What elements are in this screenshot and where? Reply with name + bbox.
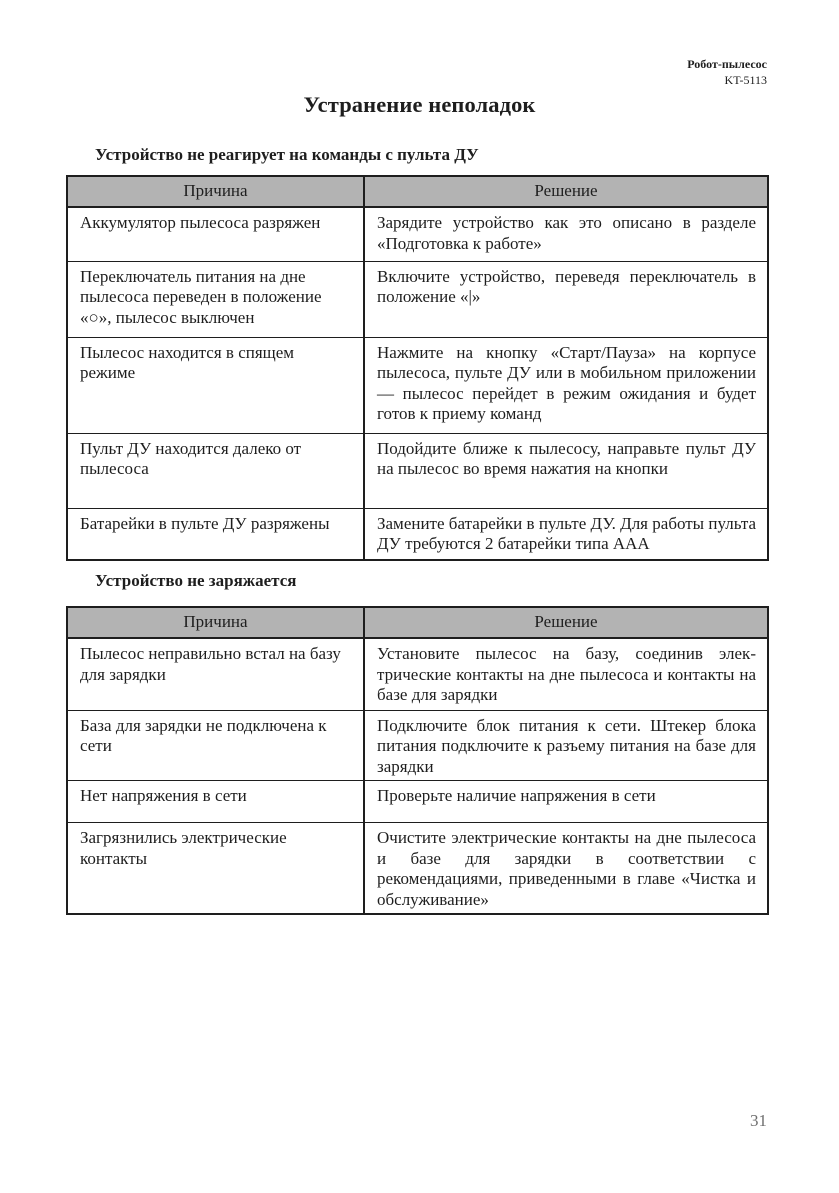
table-row [67, 638, 768, 710]
solution-cell: Подключите блок питания к сети. Штекер блока питания подключите к разъему питания на базе для зарядки [364, 710, 768, 781]
column-header-cause: Причина [67, 176, 364, 207]
cause-cell: Пылесос находится в спящем режиме [67, 337, 364, 433]
model-number: KT-5113 [724, 73, 767, 87]
table-row [67, 207, 768, 261]
section-title-remote: Устройство не реагирует на команды с пульта ДУ [95, 145, 479, 164]
solution-cell: Очистите электрические контакты на дне пылесоса и базе для зарядки в соответствии с рекомендациями, приведенными в главе «Чистка и обслуживание» [364, 823, 768, 915]
solution-cell: Замените батарейки в пульте ДУ. Для работы пульта ДУ требуются 2 батарейки типа AAA [364, 508, 768, 560]
section-title-charging: Устройство не заряжается [95, 571, 297, 590]
solution-cell: Зарядите устройство как это описано в разделе «Подготовка к работе» [364, 207, 768, 261]
page-number: 31 [750, 1111, 767, 1130]
cause-cell: Загрязнились электрические контакты [67, 823, 364, 915]
cause-cell: Нет напряжения в сети [67, 781, 364, 823]
cause-cell: Батарейки в пульте ДУ разряжены [67, 508, 364, 560]
cause-cell: Пылесос неправильно встал на базу для зарядки [67, 638, 364, 710]
column-header-solution: Решение [364, 607, 768, 638]
solution-cell: Включите устройство, переведя переключатель в положение «|» [364, 261, 768, 337]
column-header-cause: Причина [67, 607, 364, 638]
table-row [67, 433, 768, 508]
table-header-row [67, 176, 768, 207]
cause-cell: Переключатель питания на дне пылесоса переведен в положение «○», пылесос выключен [67, 261, 364, 337]
table-row [67, 781, 768, 823]
troubleshooting-table-remote [66, 175, 769, 561]
table-row [67, 710, 768, 781]
table-row [67, 508, 768, 560]
cause-cell: База для зарядки не подключена к сети [67, 710, 364, 781]
product-name: Робот-пылесос [687, 57, 767, 71]
cause-cell: Аккумулятор пылесоса разряжен [67, 207, 364, 261]
solution-cell: Подойдите ближе к пылесосу, направьте пульт ДУ на пылесос во время нажатия на кнопки [364, 433, 768, 508]
troubleshooting-table-charging [66, 606, 769, 915]
solution-cell: Нажмите на кнопку «Старт/Пауза» на корпусе пылесоса, пульте ДУ или в мобильном приложении — пылесос перейдет в режим ожидания и будет готов к приему команд [364, 337, 768, 433]
solution-cell: Установите пылесос на базу, соединив электрические контакты на дне пылесоса и контакты на базе для зарядки [364, 638, 768, 710]
column-header-solution: Решение [364, 176, 768, 207]
running-header [687, 56, 767, 88]
table-header-row [67, 607, 768, 638]
table-row [67, 337, 768, 433]
cause-cell: Пульт ДУ находится далеко от пылесоса [67, 433, 364, 508]
solution-cell: Проверьте наличие напряжения в сети [364, 781, 768, 823]
page-title: Устранение неполадок [303, 92, 536, 117]
table-row [67, 823, 768, 915]
table-row [67, 261, 768, 337]
